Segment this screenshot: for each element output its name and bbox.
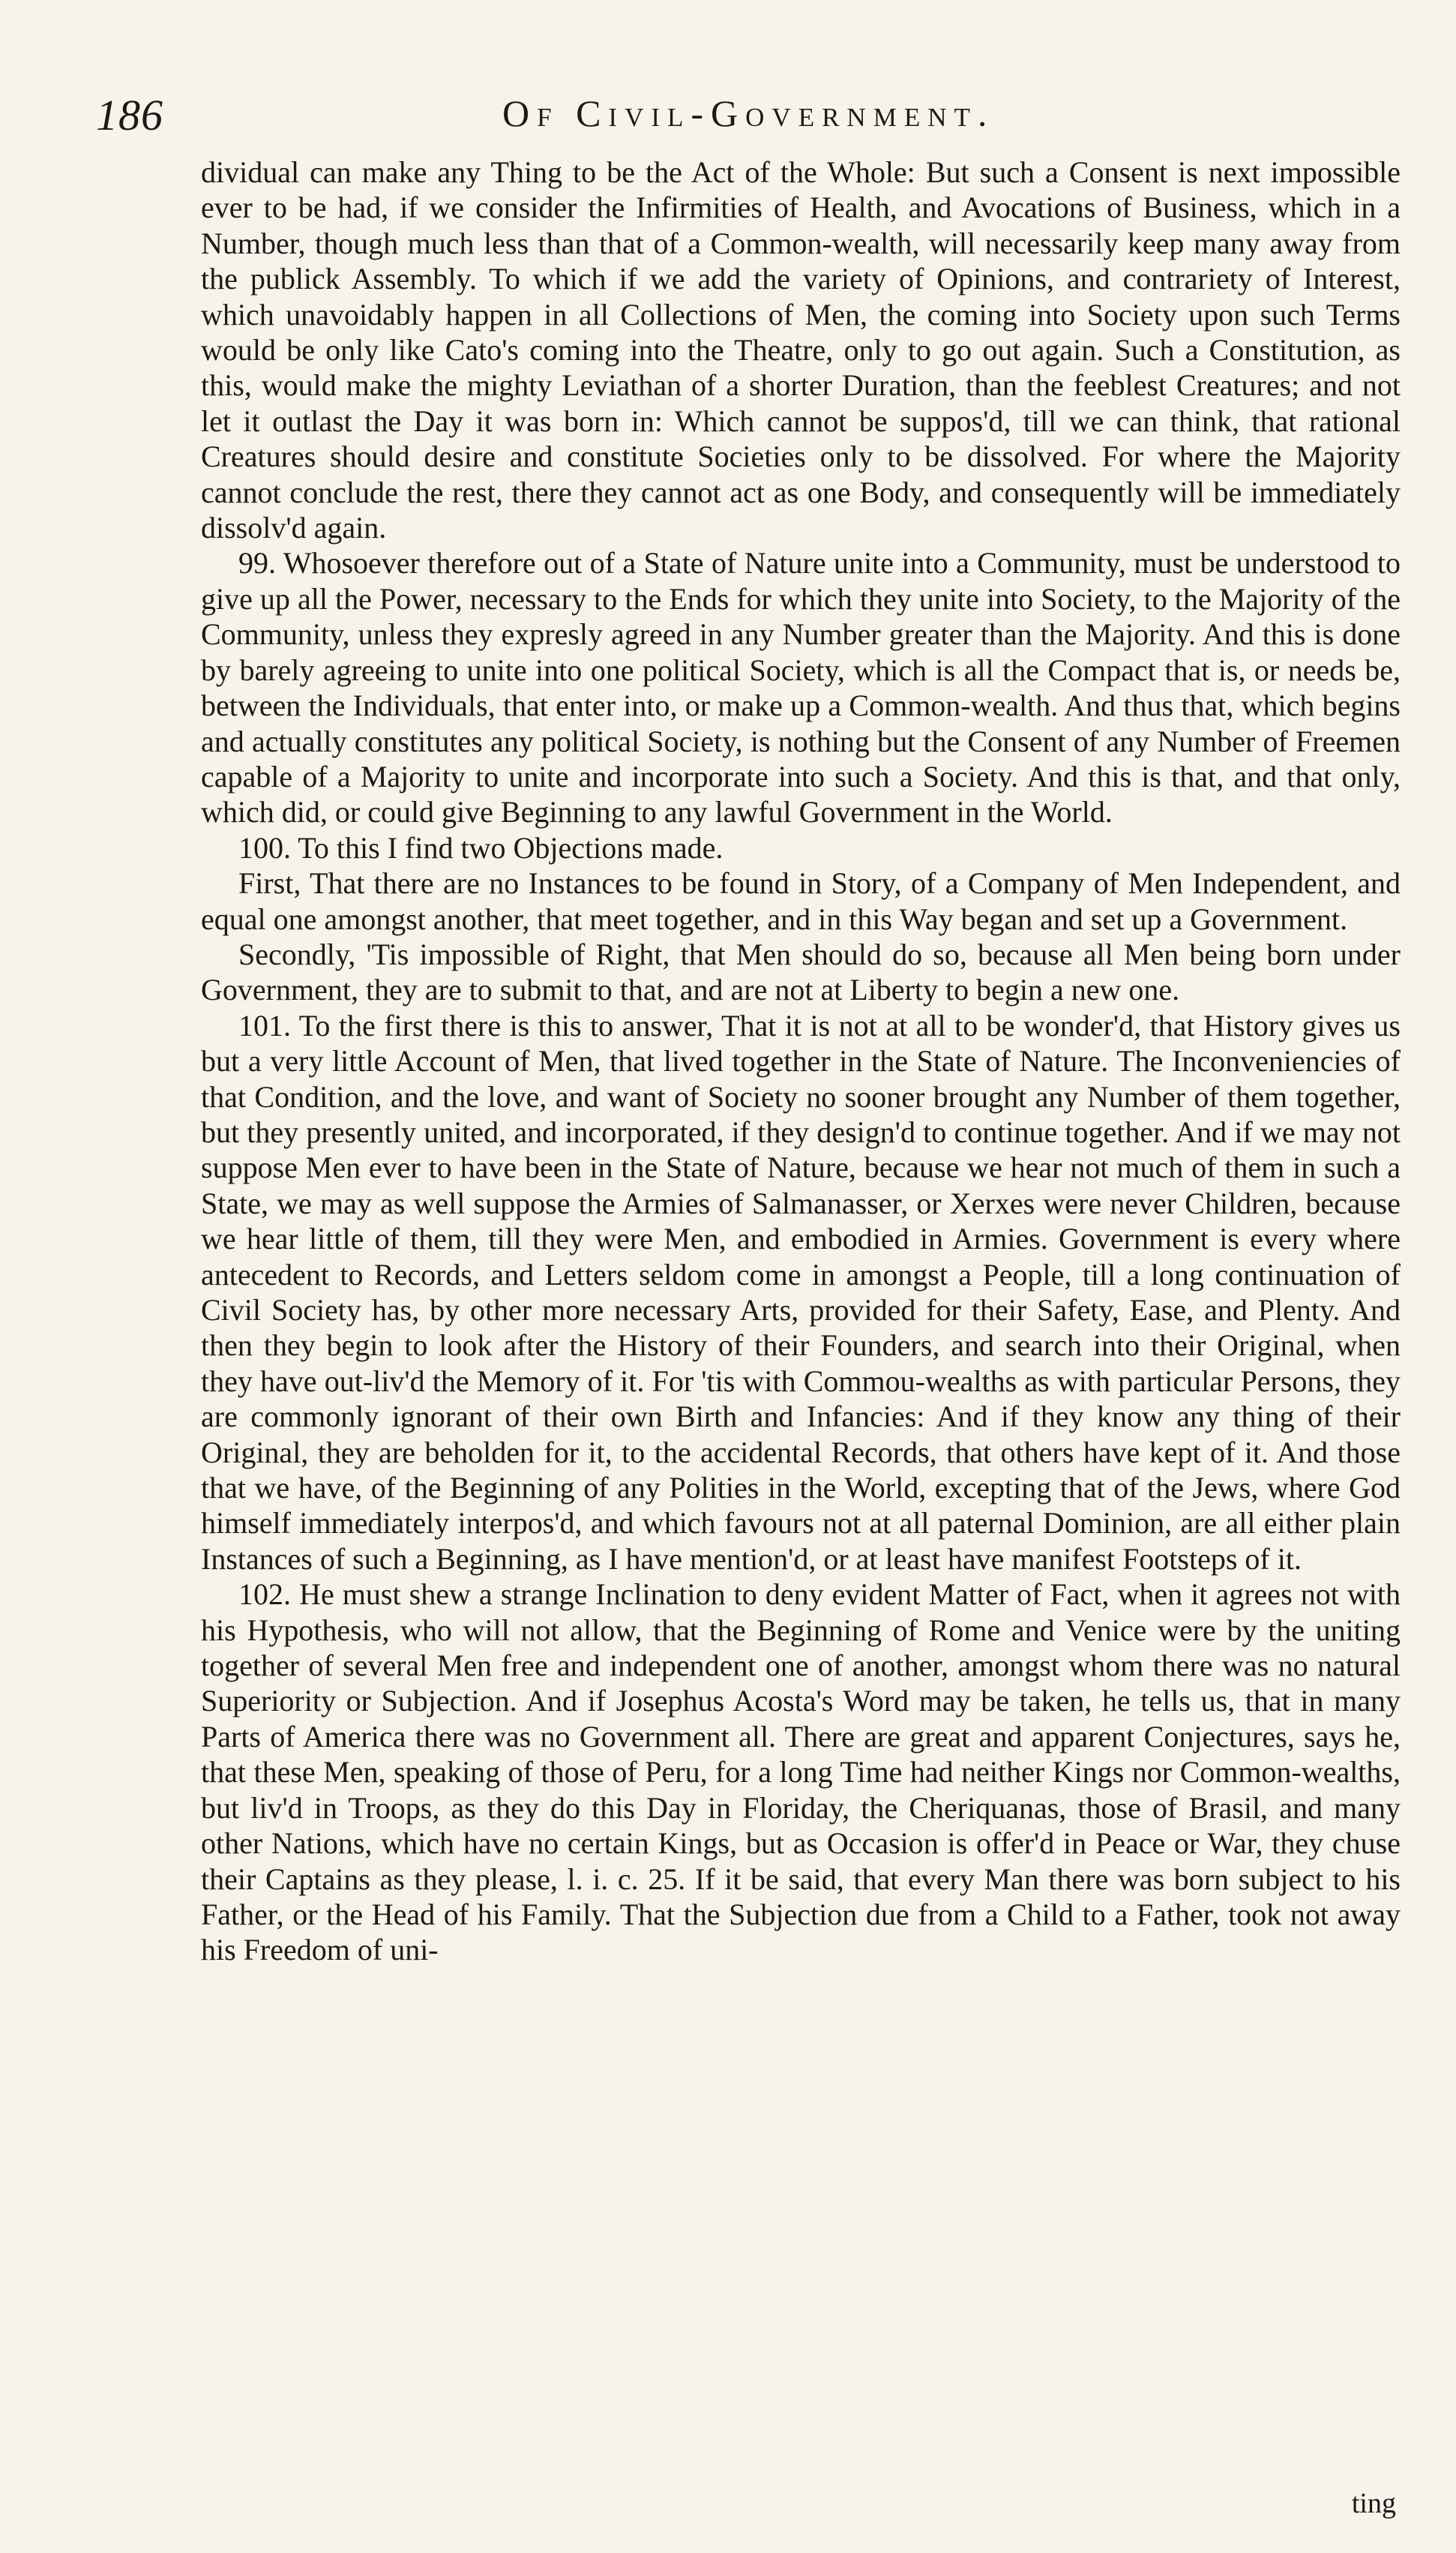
- paragraph-101: 101. To the first there is this to answer, That it is not at all to be wonder'd, that History gives us but a very little Account of Men, that lived together in the State of Nature. The Inconveniencies of that Condition, and the love, and want of Society no sooner brought any Number of them together, but they presently united, and incorporated, if they design'd to continue together. And if we may not suppose Men ever to have been in the State of Nature, because we hear not much of them in such a State, we may as well suppose the Armies of Salmanasser, or Xerxes were never Children, because we hear little of them, till they were Men, and embodied in Armies. Government is every where antecedent to Records, and Letters seldom come in amongst a People, till a long continuation of Civil Society has, by other more necessary Arts, provided for their Safety, Ease, and Plenty. And then they begin to look after the History of their Founders, and search into their Original, when they have out-liv'd the Memory of it. For 'tis with Commou-wealths as with particular Persons, they are commonly ignorant of their own Birth and Infancies: And if they know any thing of their Original, they are beholden for it, to the accidental Records, that others have kept of it. And those that we have, of the Beginning of any Polities in the World, excepting that of the Jews, where God himself immediately interpos'd, and which favours not at all paternal Dominion, are all either plain Instances of such a Beginning, as I have mention'd, or at least have manifest Footsteps of it.: [201, 1008, 1401, 1576]
- paragraph-100: 100. To this I find two Objections made.: [238, 830, 724, 865]
- paragraph-objection-first: First, That there are no Instances to be found in Story, of a Company of Men Independent, and equal one amongst another, that meet together, and in this Way began and set up a Government.: [201, 866, 1401, 936]
- paragraph-102: 102. He must shew a strange Inclination to deny evident Matter of Fact, when it agrees not with his Hypothesis, who will not allow, that the Beginning of Rome and Venice were by the uniting together of several Men free and independent one of another, amongst whom there was no natural Superiority or Subjection. And if Josephus Acosta's Word may be taken, he tells us, that in many Parts of America there was no Government all. There are great and apparent Conjectures, says he, that these Men, speaking of those of Peru, for a long Time had neither Kings nor Common-wealths, but liv'd in Troops, as they do this Day in Floriday, the Cheriquanas, those of Brasil, and many other Nations, which have no certain Kings, but as Occasion is offer'd in Peace or War, they chuse their Captains as they please, l. i. c. 25. If it be said, that every Man there was born subject to his Father, or the Head of his Family. That the Subjection due from a Child to a Father, took not away his Freedom of uni-: [201, 1577, 1401, 1967]
- paragraph-continuation: dividual can make any Thing to be the Act of the Whole: But such a Consent is next impossible ever to be had, if we consider the Infirmities of Health, and Avocations of Business, which in a Number, though much less than that of a Common-wealth, will necessarily keep many away from the publick Assembly. To which if we add the variety of Opinions, and contrariety of Interest, which unavoidably happen in all Collections of Men, the coming into Society upon such Terms would be only like Cato's coming into the Theatre, only to go out again. Such a Constitution, as this, would make the mighty Leviathan of a shorter Duration, than the feeblest Creatures; and not let it outlast the Day it was born in: Which cannot be suppos'd, till we can think, that rational Creatures should desire and constitute Societies only to be dissolved. For where the Majority cannot conclude the rest, there they cannot act as one Body, and consequently will be immediately dissolv'd again.: [201, 155, 1401, 545]
- page-header: [82, 81, 1402, 140]
- paragraph-objection-second: Secondly, 'Tis impossible of Right, that Men should do so, because all Men being born under Government, they are to submit to that, and are not at Liberty to begin a new one.: [201, 937, 1401, 1007]
- running-head: Of Civil-Government.: [502, 92, 995, 134]
- body-text: [201, 154, 1401, 1968]
- catchword: ting: [1351, 2488, 1396, 2519]
- page-number: 186: [96, 91, 163, 140]
- paragraph-99: 99. Whosoever therefore out of a State of Nature unite into a Community, must be understood to give up all the Power, necessary to the Ends for which they unite into Society, to the Majority of the Community, unless they expresly agreed in any Number greater than the Majority. And this is done by barely agreeing to unite into one political Society, which is all the Compact that is, or needs be, between the Individuals, that enter into, or make up a Common-wealth. And thus that, which begins and actually constitutes any political Society, is nothing but the Consent of any Number of Freemen capable of a Majority to unite and incorporate into such a Society. And this is that, and that only, which did, or could give Beginning to any lawful Government in the World.: [201, 546, 1401, 830]
